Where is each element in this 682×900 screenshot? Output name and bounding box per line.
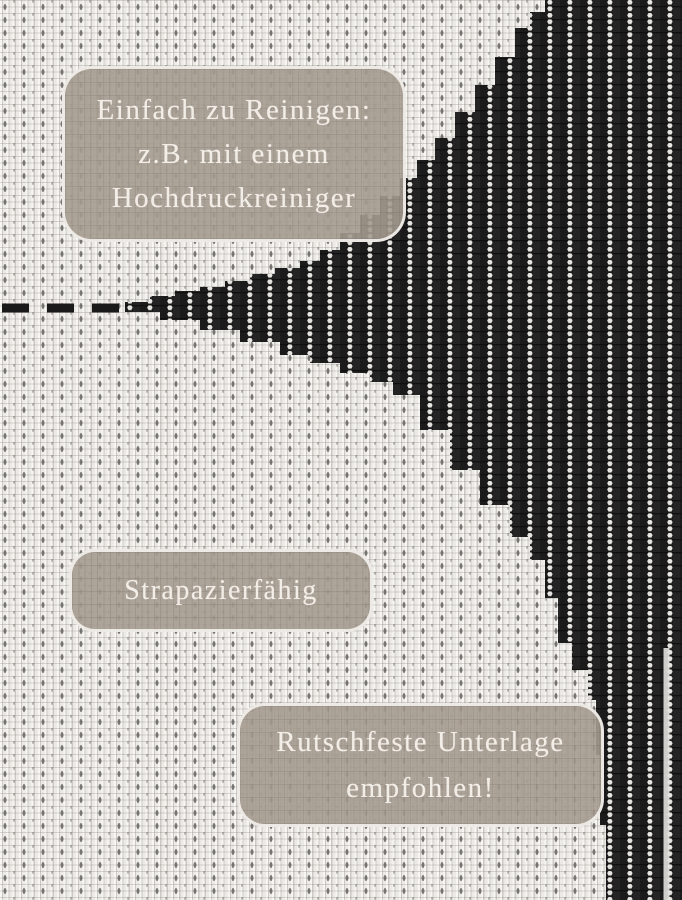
badge-text-line: empfohlen! — [346, 772, 495, 804]
badge-easy-to-clean — [62, 66, 406, 242]
badge-durable — [69, 549, 373, 632]
badge-text-line: Rutschfeste Unterlage — [276, 726, 565, 758]
edge-warp-stripe — [664, 648, 670, 900]
badge-nonslip-underlay — [237, 703, 604, 827]
badge-text-line: z.B. mit einem — [138, 138, 330, 170]
badge-text-line: Strapazierfähig — [124, 574, 318, 606]
badge-text-line: Einfach zu Reinigen: — [96, 94, 372, 126]
badge-text-line: Hochdruckreiniger — [111, 182, 357, 214]
